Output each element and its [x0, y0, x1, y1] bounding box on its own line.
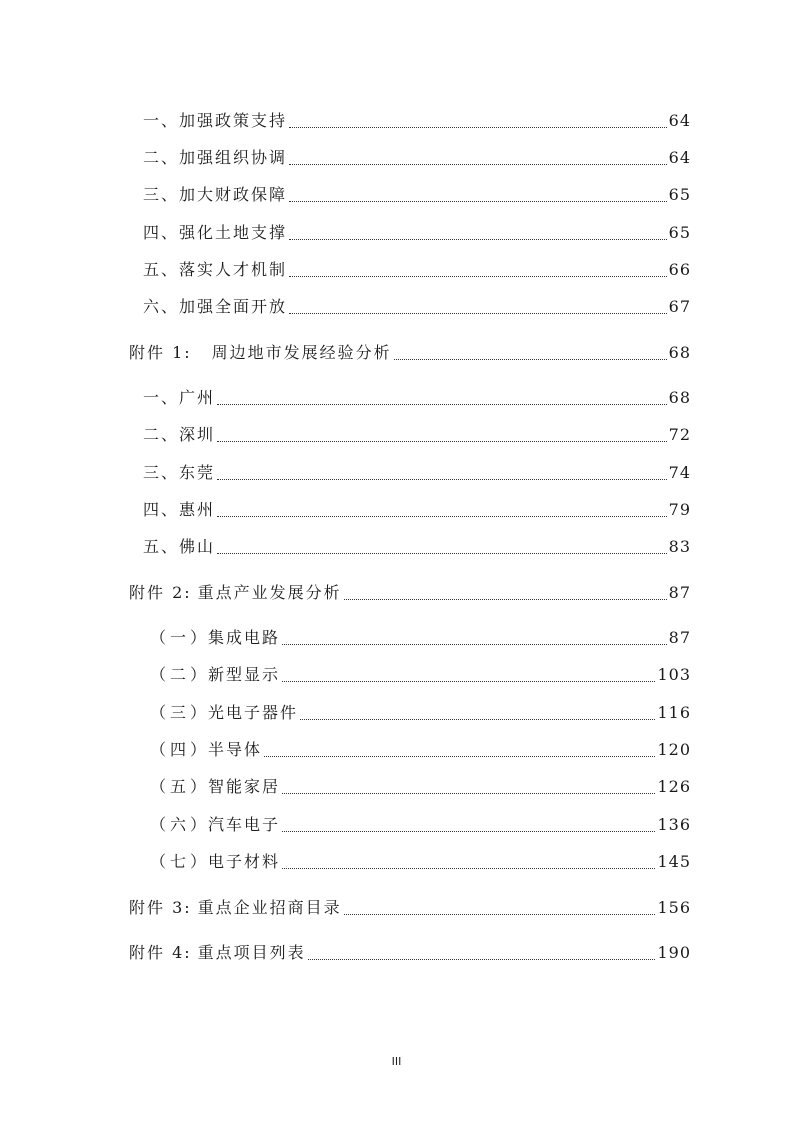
toc-entry-title: 汽车电子	[208, 815, 281, 834]
toc-subentry[interactable]	[150, 662, 691, 686]
toc-entry-page: 120	[657, 740, 691, 759]
toc-entry-title: 集成电路	[208, 628, 281, 647]
toc-entry-title: 深圳	[179, 425, 216, 444]
toc-subentry[interactable]	[150, 849, 691, 873]
toc-entry-prefix: 六、	[143, 297, 180, 316]
toc-subentry[interactable]	[150, 700, 691, 724]
toc-entry-page: 190	[657, 943, 691, 962]
toc-entry-prefix: 三、	[143, 463, 180, 482]
dot-leader	[289, 126, 667, 128]
toc-subentry[interactable]	[150, 625, 691, 649]
toc-entry[interactable]	[143, 182, 691, 206]
toc-entry[interactable]	[143, 534, 691, 558]
toc-entry-page: 64	[668, 148, 691, 167]
dot-leader	[300, 718, 655, 720]
toc-entry-prefix: （四）	[150, 740, 211, 759]
toc-entry[interactable]	[143, 460, 691, 484]
toc-entry-prefix: （一）	[150, 628, 211, 647]
dot-leader	[282, 792, 655, 794]
dot-leader	[344, 598, 667, 600]
dot-leader	[282, 643, 667, 645]
dot-leader	[344, 913, 656, 915]
toc-entry-prefix: 二、	[143, 148, 180, 167]
toc-entry-title: 重点企业招商目录	[197, 898, 342, 917]
dot-leader	[289, 200, 667, 202]
toc-entry-title: 光电子器件	[208, 703, 299, 722]
toc-entry-page: 79	[668, 500, 691, 519]
toc-entry[interactable]	[143, 497, 691, 521]
dot-leader	[217, 552, 667, 554]
toc-entry-title: 惠州	[179, 500, 216, 519]
toc-entry-prefix: （二）	[150, 665, 211, 684]
toc-subentry[interactable]	[150, 812, 691, 836]
toc-appendix-entry[interactable]	[129, 340, 691, 364]
toc-appendix-entry[interactable]	[129, 895, 691, 919]
toc-entry-title: 强化土地支撑	[179, 223, 288, 242]
toc-entry-prefix: 附件 4:	[129, 943, 192, 962]
toc-entry-prefix: 一、	[143, 111, 180, 130]
dot-leader	[264, 755, 655, 757]
dot-leader	[282, 867, 655, 869]
toc-entry-title: 东莞	[179, 463, 216, 482]
toc-entry-page: 65	[668, 185, 691, 204]
dot-leader	[289, 163, 667, 165]
toc-entry-prefix: 一、	[143, 388, 180, 407]
toc-entry-title: 广州	[179, 388, 216, 407]
toc-entry-prefix: 四、	[143, 500, 180, 519]
dot-leader	[282, 680, 655, 682]
toc-entry-page: 68	[668, 388, 691, 407]
toc-entry-page: 67	[668, 297, 691, 316]
toc-entry-title: 重点项目列表	[197, 943, 306, 962]
toc-entry-page: 126	[657, 777, 691, 796]
toc-entry-page: 83	[668, 537, 691, 556]
toc-entry-prefix: 五、	[143, 537, 180, 556]
toc-entry-title: 重点产业发展分析	[197, 583, 342, 602]
dot-leader	[289, 238, 667, 240]
toc-subentry[interactable]	[150, 774, 691, 798]
toc-entry-page: 136	[657, 815, 691, 834]
dot-leader	[289, 312, 667, 314]
toc-appendix-entry[interactable]	[129, 940, 691, 964]
toc-entry-prefix: 三、	[143, 185, 180, 204]
toc-entry-title: 新型显示	[208, 665, 281, 684]
toc-entry-prefix: （六）	[150, 815, 211, 834]
toc-entry-page: 66	[668, 260, 691, 279]
toc-entry-prefix: 二、	[143, 425, 180, 444]
toc-entry-page: 68	[668, 343, 691, 362]
toc-entry-page: 64	[668, 111, 691, 130]
toc-entry-title: 电子材料	[208, 852, 281, 871]
toc-entry-page: 72	[668, 425, 691, 444]
dot-leader	[217, 440, 667, 442]
toc-entry-page: 145	[657, 852, 691, 871]
dot-leader	[282, 830, 655, 832]
dot-leader	[217, 515, 667, 517]
toc-entry-prefix: 附件 2:	[129, 583, 192, 602]
toc-entry[interactable]	[143, 422, 691, 446]
toc-entry-prefix: （五）	[150, 777, 211, 796]
toc-entry-page: 87	[668, 583, 691, 602]
toc-subentry[interactable]	[150, 737, 691, 761]
toc-entry-title: 佛山	[179, 537, 216, 556]
dot-leader	[289, 275, 667, 277]
page-number: III	[391, 1055, 402, 1068]
toc-entry-prefix: 附件 1:	[129, 343, 192, 362]
toc-entry-title: 周边地市发展经验分析	[211, 343, 392, 362]
dot-leader	[308, 958, 656, 960]
toc-entry[interactable]	[143, 294, 691, 318]
toc-entry-prefix: （七）	[150, 852, 211, 871]
toc-entry-prefix: 五、	[143, 260, 180, 279]
toc-entry[interactable]	[143, 145, 691, 169]
dot-leader	[217, 478, 667, 480]
toc-entry-title: 半导体	[208, 740, 263, 759]
toc-entry[interactable]	[143, 108, 691, 132]
toc-appendix-entry[interactable]	[129, 580, 691, 604]
toc-entry-page: 116	[657, 703, 691, 722]
toc-entry-title: 加强政策支持	[179, 111, 288, 130]
toc-entry-title: 加大财政保障	[179, 185, 288, 204]
toc-entry-title: 智能家居	[208, 777, 281, 796]
dot-leader	[217, 403, 667, 405]
toc-entry-prefix: 四、	[143, 223, 180, 242]
toc-entry-prefix: （三）	[150, 703, 211, 722]
toc-entry-title: 加强全面开放	[179, 297, 288, 316]
toc-entry-page: 103	[657, 665, 691, 684]
toc-entry-page: 87	[668, 628, 691, 647]
toc-entry-title: 落实人才机制	[179, 260, 288, 279]
toc-entry[interactable]	[143, 220, 691, 244]
toc-entry-page: 65	[668, 223, 691, 242]
toc-entry[interactable]	[143, 385, 691, 409]
toc-entry-prefix: 附件 3:	[129, 898, 192, 917]
toc-entry-title: 加强组织协调	[179, 148, 288, 167]
toc-entry[interactable]	[143, 257, 691, 281]
dot-leader	[394, 358, 667, 360]
toc-entry-page: 74	[668, 463, 691, 482]
toc-entry-page: 156	[657, 898, 691, 917]
